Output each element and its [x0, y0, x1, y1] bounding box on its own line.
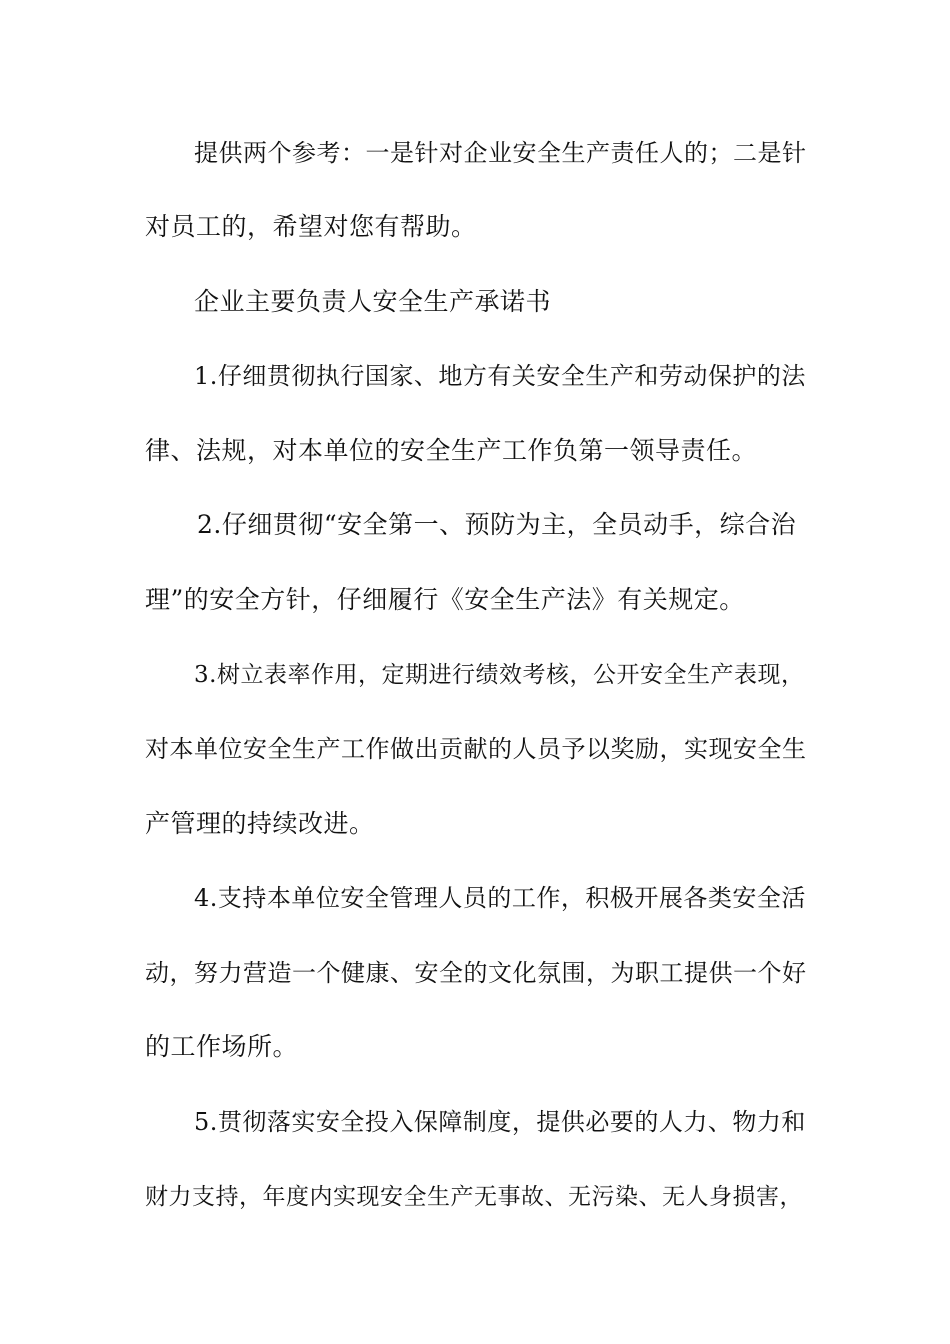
intro-line-2: 对员工的，希望对您有帮助。	[145, 212, 477, 241]
item-1-line-2: 律、法规，对本单位的安全生产工作负第一领导责任。	[145, 436, 758, 465]
intro-line-1: 提供两个参考：一是针对企业安全生产责任人的；二是针	[194, 139, 807, 167]
item-1-line-1: 1.仔细贯彻执行国家、地方有关安全生产和劳动保护的法	[194, 362, 806, 390]
item-5-line-1: 5.贯彻落实安全投入保障制度，提供必要的人力、物力和	[194, 1108, 806, 1136]
item-5-line-2: 财力支持，年度内实现安全生产无事故、无污染、无人身损害，	[145, 1184, 803, 1210]
item-2-line-2: 理”的安全方针，仔细履行《安全生产法》有关规定。	[145, 585, 745, 614]
item-4-line-2: 动，努力营造一个健康、安全的文化氛围，为职工提供一个好	[145, 959, 807, 987]
item-4-line-3: 的工作场所。	[145, 1032, 299, 1061]
item-4-line-1: 4.支持本单位安全管理人员的工作，积极开展各类安全活	[194, 884, 806, 912]
document-title: 企业主要负责人安全生产承诺书	[194, 287, 552, 316]
item-3-line-2: 对本单位安全生产工作做出贡献的人员予以奖励，实现安全生	[145, 735, 807, 763]
item-3-line-3: 产管理的持续改进。	[145, 809, 375, 838]
item-2-line-1: 2.仔细贯彻“安全第一、预防为主，全员动手，综合治	[197, 510, 797, 539]
item-3-line-1: 3.树立表率作用，定期进行绩效考核，公开安全生产表现，	[194, 662, 805, 688]
